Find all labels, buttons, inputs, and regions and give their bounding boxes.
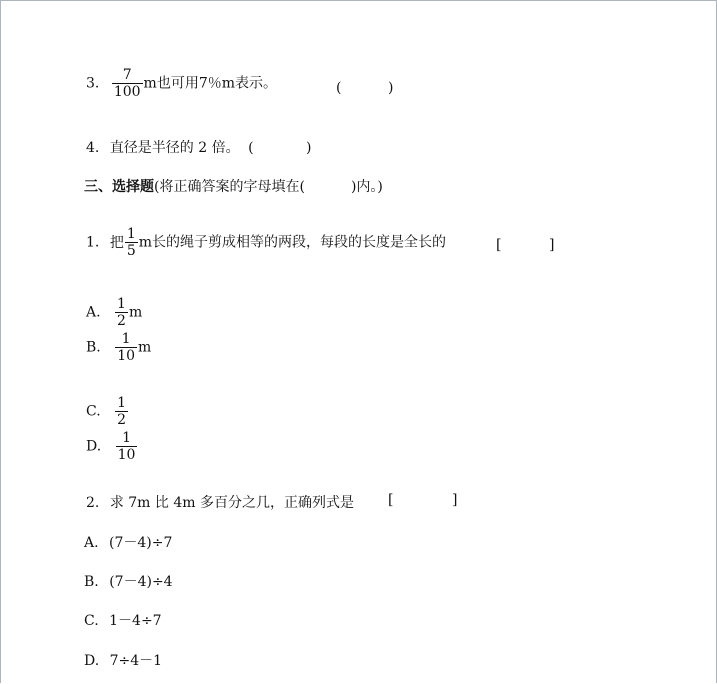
section-heading xyxy=(84,176,383,196)
answer-paren-open: ( xyxy=(336,80,342,96)
option-d xyxy=(86,431,138,462)
fraction xyxy=(112,68,143,99)
judgement-item-4 xyxy=(86,137,311,157)
fraction-denominator: 2 xyxy=(117,411,127,428)
fraction-denominator: 5 xyxy=(126,242,136,259)
fraction xyxy=(115,297,128,328)
section-instruction-end: )内。) xyxy=(350,179,383,195)
item-number: 2. xyxy=(86,495,100,511)
option-label: A. xyxy=(84,535,99,551)
option-a xyxy=(86,297,142,328)
option-label: C. xyxy=(84,613,99,629)
option-expression: (7－4)÷7 xyxy=(109,535,173,551)
fraction-numerator: 1 xyxy=(126,226,136,242)
option-b xyxy=(84,571,173,591)
fraction-denominator: 10 xyxy=(117,347,136,364)
option-expression: (7－4)÷4 xyxy=(109,574,173,590)
item-text: m也可用7％m表示。 xyxy=(143,75,278,92)
answer-bracket-open: [ xyxy=(496,237,502,253)
answer-paren-close: ) xyxy=(306,140,312,156)
choice-question-2 xyxy=(86,492,458,512)
option-d xyxy=(84,650,162,670)
item-number: 4. xyxy=(86,140,100,156)
option-label: A. xyxy=(86,304,101,321)
option-expression: 1－4÷7 xyxy=(109,613,162,629)
fraction-numerator: 7 xyxy=(122,67,132,83)
fraction-numerator: 1 xyxy=(122,430,132,446)
fraction xyxy=(116,431,138,462)
answer-paren-close: ) xyxy=(388,80,394,96)
option-c xyxy=(84,610,162,630)
fraction-numerator: 1 xyxy=(117,296,126,312)
fraction-numerator: 1 xyxy=(117,395,127,411)
option-unit: m xyxy=(138,339,152,356)
item-number: 1. xyxy=(86,234,100,251)
answer-paren-open: ( xyxy=(248,140,254,156)
item-prefix: 把 xyxy=(109,234,124,251)
option-expression: 7÷4－1 xyxy=(109,653,163,669)
answer-bracket-close: ] xyxy=(452,492,458,508)
choice-question-1 xyxy=(86,226,555,259)
option-a xyxy=(84,532,172,552)
option-unit: m xyxy=(128,304,143,321)
fraction xyxy=(115,332,137,363)
option-label: C. xyxy=(86,403,101,420)
item-text: 求 7m 比 4m 多百分之几，正确列式是 xyxy=(109,495,354,511)
fraction xyxy=(125,227,138,258)
answer-bracket-close: ] xyxy=(549,237,555,253)
option-b xyxy=(86,332,151,363)
option-label: D. xyxy=(84,653,100,669)
section-instruction-start: (将正确答案的字母填在( xyxy=(154,179,305,195)
item-text: m长的绳子剪成相等的两段，每段的长度是全长的 xyxy=(138,234,447,251)
item-number: 3. xyxy=(86,75,100,92)
option-c xyxy=(86,396,129,427)
fraction-numerator: 1 xyxy=(121,331,131,347)
option-label: B. xyxy=(84,574,99,590)
answer-bracket-open: [ xyxy=(388,492,394,508)
fraction-denominator: 10 xyxy=(117,446,136,463)
fraction-denominator: 100 xyxy=(113,83,141,100)
judgement-item-3 xyxy=(86,67,394,100)
fraction xyxy=(115,396,128,427)
item-text: 直径是半径的 2 倍。 xyxy=(109,140,240,156)
option-label: B. xyxy=(86,339,101,356)
fraction-denominator: 2 xyxy=(117,312,126,329)
section-title: 三、选择题 xyxy=(84,179,154,195)
option-label: D. xyxy=(86,438,102,455)
